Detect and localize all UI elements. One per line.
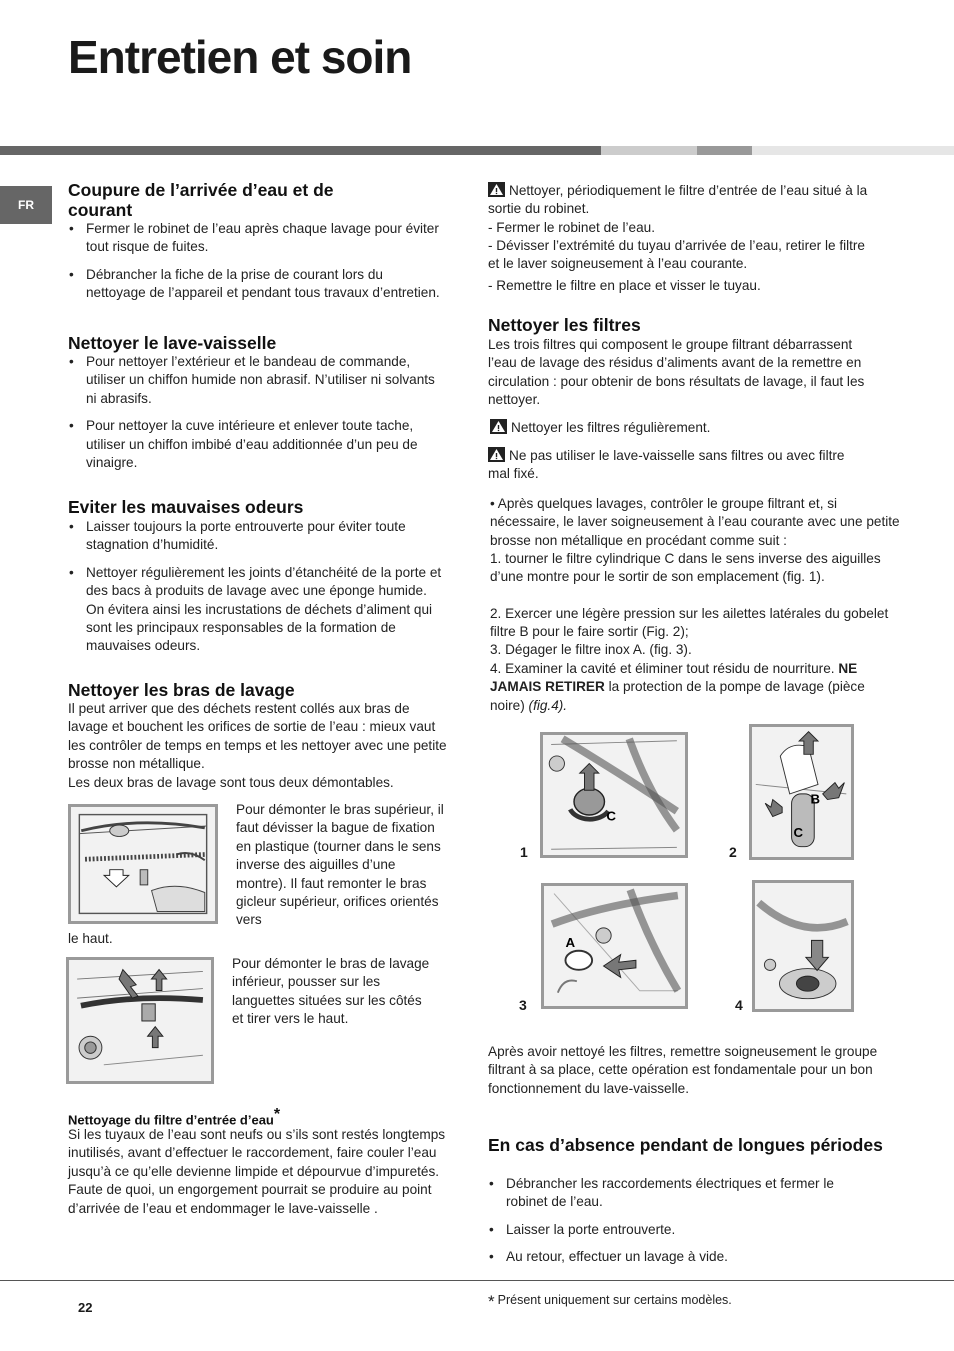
- filter-c-label-2: C: [793, 825, 804, 841]
- upper-arm-text-end: le haut.: [68, 931, 113, 946]
- page-number: 22: [78, 1300, 93, 1315]
- filter-fig-4-illustration: [755, 883, 851, 1009]
- list-item: • Laisser la porte entrouverte.: [488, 1221, 868, 1239]
- filters-intro: Les trois filtres qui composent le groupe filtrant débarrassent l’eau de lavage des résidus d’aliments avant de la remettre en circulation : pour obtenir de bons résultats de lavage, il faut les nettoyer.: [488, 337, 865, 408]
- inlet-step-3: - Dévisser l’extrémité du tuyau d’arrivée de l’eau, retirer le filtre et le laver soigneusement à l’eau courante.: [488, 238, 865, 272]
- heading-odours: Eviter les mauvaises odeurs: [68, 497, 304, 517]
- list-clean-dishwasher: [68, 353, 446, 481]
- filters-step-0: • Après quelques lavages, contrôler le groupe filtrant et, si nécessaire, le laver soigneusement à l’eau courante avec une petite brosse non métallique en procédant comme suit :: [490, 496, 900, 548]
- filters-warning-2: [488, 447, 868, 484]
- list-power-water: [68, 220, 446, 312]
- figure-number-4: 4: [735, 997, 743, 1013]
- lower-spray-arm-figure: [66, 957, 214, 1084]
- list-item: • Nettoyer régulièrement les joints d’étanchéité de la porte et des bacs à produits de lavage avec une éponge humide. On évitera ainsi les incrustations de déchets d’aliment qui sont les principaux responsables de la formation de mauvaises odeurs.: [68, 564, 446, 656]
- filters-after: Après avoir nettoyé les filtres, remettre soigneusement le groupe filtrant à sa place, cette opération est fondamentale pour un bon fonctionnement du lave-vaisselle.: [488, 1044, 878, 1096]
- page-title: Entretien et soin: [68, 31, 412, 83]
- footnote-asterisk: *: [488, 1292, 495, 1311]
- filters-step-3: 3. Dégager le filtre inox A. (fig. 3).: [490, 642, 692, 657]
- spray-arms-text: Il peut arriver que des déchets restent collés aux bras de lavage et bouchent les orifices de sortie de l’eau : mieux vaut les contrôler de temps en temps et les nettoyer avec une petite brosse non métallique.: [68, 701, 447, 772]
- list-item: • Débrancher les raccordements électriques et fermer le robinet de l’eau.: [488, 1175, 868, 1212]
- list-item: • Fermer le robinet de l’eau après chaque lavage pour éviter tout risque de fuites.: [68, 220, 446, 257]
- filters-step-2: 2. Exercer une légère pression sur les ailettes latérales du gobelet filtre B pour le faire sortir (Fig. 2);: [490, 606, 889, 640]
- header-band-mid: [697, 146, 752, 155]
- inlet-step-4: - Remettre le filtre en place et visser le tuyau.: [488, 278, 761, 293]
- filter-c-label: C: [606, 808, 617, 824]
- filter-figure-1: [540, 732, 688, 858]
- step-4-fig-ref: (fig.4).: [528, 697, 568, 713]
- inlet-step-1: [488, 182, 868, 219]
- footnote-text: Présent uniquement sur certains modèles.: [497, 1293, 732, 1307]
- filter-fig-2-illustration: [752, 727, 851, 857]
- filters-warning-1-text: Nettoyer les filtres régulièrement.: [511, 420, 711, 435]
- heading-power-water: Coupure de l’arrivée d’eau et de courant: [68, 180, 334, 220]
- figure-number-1: 1: [520, 844, 528, 860]
- filter-a-label: A: [565, 934, 576, 950]
- filters-step-4: [490, 660, 902, 715]
- list-item: • Pour nettoyer la cuve intérieure et enlever toute tache, utiliser un chiffon imbibé d’eau additionnée d’un peu de vinaigre.: [68, 417, 446, 472]
- list-long-absence: [488, 1175, 868, 1276]
- warning-icon: [488, 447, 505, 462]
- lower-arm-text: Pour démonter le bras de lavage inférieur, pousser sur les languettes situées sur les côtés et tirer vers le haut.: [232, 956, 430, 1027]
- header-band-pale: [752, 146, 954, 155]
- footnote: [488, 1292, 732, 1312]
- inlet-step-2: - Fermer le robinet de l’eau.: [488, 220, 655, 235]
- heading-spray-arms: Nettoyer les bras de lavage: [68, 680, 295, 700]
- filter-fig-3-illustration: [544, 886, 685, 1006]
- step-4-part-a: 4. Examiner la cavité et éliminer tout résidu de nourriture.: [490, 661, 835, 676]
- list-item: • Laisser toujours la porte entrouverte pour éviter toute stagnation d’humidité.: [68, 518, 446, 555]
- spray-arms-text2: Les deux bras de lavage sont tous deux démontables.: [68, 775, 394, 790]
- header-band-dark: [0, 146, 601, 155]
- filter-figure-3: [541, 883, 688, 1009]
- figure-number-2: 2: [729, 844, 737, 860]
- upper-spray-arm-figure: [68, 804, 218, 924]
- lower-spray-arm-illustration: [69, 960, 211, 1081]
- heading-clean-filters: Nettoyer les filtres: [488, 315, 641, 335]
- filter-b-label: B: [810, 791, 820, 807]
- warning-icon: [488, 182, 505, 197]
- filter-fig-1-illustration: [543, 735, 685, 855]
- list-item: • Débrancher la fiche de la prise de courant lors du nettoyage de l’appareil et pendant tous travaux d’entretien.: [68, 266, 446, 303]
- figure-number-3: 3: [519, 997, 527, 1013]
- header-band-light: [601, 146, 697, 155]
- list-item: • Au retour, effectuer un lavage à vide.: [488, 1248, 868, 1266]
- language-tab: FR: [0, 186, 52, 224]
- heading-clean-dishwasher: Nettoyer le lave-vaisselle: [68, 333, 277, 353]
- filters-step-1: 1. tourner le filtre cylindrique C dans le sens inverse des aiguilles d’une montre pour le sortir de son emplacement (fig. 1).: [490, 551, 881, 585]
- step-4-part-c: la protection de la pompe de lavage (pièce noire): [490, 679, 865, 713]
- filter-figure-4: [752, 880, 854, 1012]
- list-odours: [68, 518, 446, 665]
- list-item: • Pour nettoyer l’extérieur et le bandeau de commande, utiliser un chiffon humide non abrasif. N’utiliser ni solvants ni abrasifs.: [68, 353, 446, 408]
- asterisk: *: [273, 1106, 281, 1123]
- filter-figure-2: [749, 724, 854, 860]
- filters-warning-2-text: Ne pas utiliser le lave-vaisselle sans filtres ou avec filtre mal fixé.: [488, 448, 845, 482]
- inlet-step-1-text: Nettoyer, périodiquement le filtre d’entrée de l’eau situé à la sortie du robinet.: [488, 183, 868, 217]
- heading-inlet-filter-text: Nettoyage du filtre d’entrée d’eau: [68, 1112, 274, 1128]
- step-4-warning: NE JAMAIS RETIRER: [490, 661, 858, 695]
- warning-icon: [490, 419, 507, 434]
- inlet-filter-text: Si les tuyaux de l’eau sont neufs ou s’ils sont restés longtemps inutilisés, avant d’effectuer le raccordement, faire couler l’eau jusqu’à ce qu’elle devienne limpide et dépourvue d’impuretés. Faute de quoi, un engorgement pourrait se produire au point d’arrivée de l’eau et endommager le lave-vaisselle .: [68, 1127, 446, 1216]
- filters-warning-1: [490, 419, 880, 437]
- heading-inlet-filter: [68, 1106, 280, 1127]
- upper-spray-arm-illustration: [71, 807, 215, 921]
- footer-rule: [0, 1280, 954, 1281]
- upper-arm-text: Pour démonter le bras supérieur, il faut dévisser la bague de fixation en plastique (tourner dans le sens inverse des aiguilles d’une montre). Il faut remonter le bras gicleur supérieur, orifices orientés vers: [236, 802, 444, 928]
- heading-long-absence: En cas d’absence pendant de longues périodes: [488, 1135, 883, 1155]
